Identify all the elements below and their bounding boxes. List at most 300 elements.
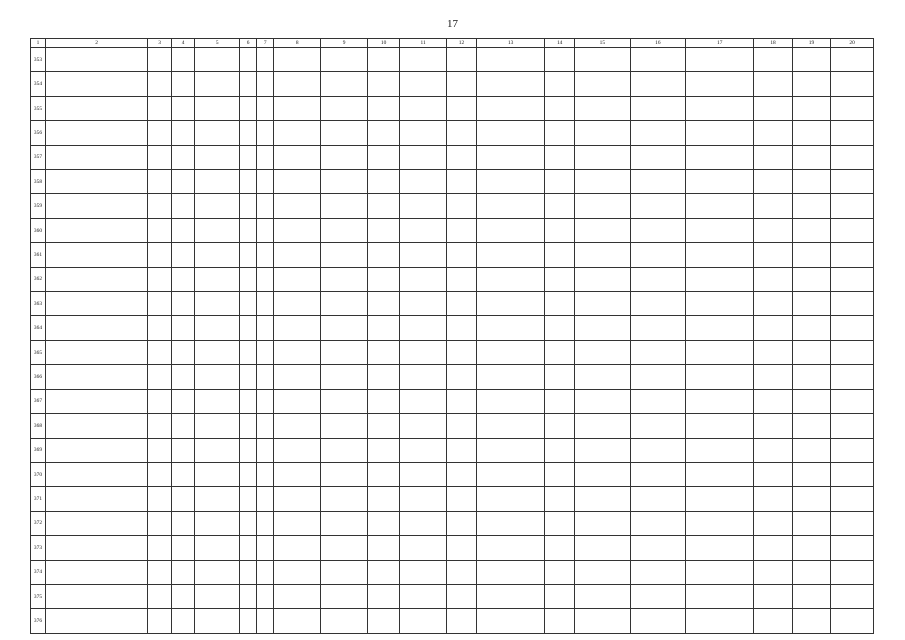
column-number: 17 xyxy=(686,39,754,48)
value-cell xyxy=(171,340,194,364)
value-cell xyxy=(630,267,685,291)
value-cell xyxy=(831,243,874,267)
value-cell xyxy=(400,560,447,584)
value-cell xyxy=(321,462,368,486)
value-cell xyxy=(274,243,321,267)
value-cell xyxy=(240,511,257,535)
value-cell xyxy=(476,145,544,169)
value-cell xyxy=(792,72,830,96)
value-cell xyxy=(240,340,257,364)
table-row xyxy=(31,438,874,462)
value-cell xyxy=(686,609,754,634)
housing-registry-table xyxy=(30,38,874,634)
value-cell xyxy=(447,389,477,413)
value-cell xyxy=(831,389,874,413)
value-cell xyxy=(400,267,447,291)
value-cell xyxy=(754,511,792,535)
value-cell xyxy=(447,72,477,96)
value-cell xyxy=(630,511,685,535)
value-cell xyxy=(575,340,630,364)
value-cell xyxy=(792,170,830,194)
row-number: 364 xyxy=(31,316,46,340)
value-cell xyxy=(400,389,447,413)
value-cell xyxy=(545,145,575,169)
value-cell xyxy=(792,292,830,316)
value-cell xyxy=(792,487,830,511)
address-cell xyxy=(45,121,147,145)
value-cell xyxy=(240,267,257,291)
value-cell xyxy=(195,414,240,438)
value-cell xyxy=(575,170,630,194)
value-cell xyxy=(831,194,874,218)
row-number: 367 xyxy=(31,389,46,413)
value-cell xyxy=(257,72,274,96)
column-number: 16 xyxy=(630,39,685,48)
value-cell xyxy=(754,145,792,169)
value-cell xyxy=(447,340,477,364)
column-number: 9 xyxy=(321,39,368,48)
value-cell xyxy=(630,96,685,120)
value-cell xyxy=(368,560,400,584)
value-cell xyxy=(545,511,575,535)
address-cell xyxy=(45,438,147,462)
value-cell xyxy=(545,121,575,145)
value-cell xyxy=(575,121,630,145)
value-cell xyxy=(257,438,274,462)
value-cell xyxy=(575,462,630,486)
value-cell xyxy=(274,292,321,316)
value-cell xyxy=(257,584,274,608)
value-cell xyxy=(630,145,685,169)
value-cell xyxy=(754,194,792,218)
value-cell xyxy=(321,438,368,462)
value-cell xyxy=(321,316,368,340)
row-number: 359 xyxy=(31,194,46,218)
value-cell xyxy=(368,72,400,96)
value-cell xyxy=(257,340,274,364)
table-row xyxy=(31,609,874,634)
value-cell xyxy=(575,487,630,511)
column-number: 12 xyxy=(447,39,477,48)
value-cell xyxy=(274,389,321,413)
value-cell xyxy=(368,365,400,389)
value-cell xyxy=(575,72,630,96)
value-cell xyxy=(754,121,792,145)
value-cell xyxy=(630,389,685,413)
value-cell xyxy=(754,584,792,608)
value-cell xyxy=(447,48,477,72)
column-number: 2 xyxy=(45,39,147,48)
value-cell xyxy=(257,462,274,486)
value-cell xyxy=(831,292,874,316)
value-cell xyxy=(368,243,400,267)
value-cell xyxy=(476,194,544,218)
value-cell xyxy=(754,316,792,340)
value-cell xyxy=(686,145,754,169)
value-cell xyxy=(754,487,792,511)
value-cell xyxy=(321,48,368,72)
value-cell xyxy=(575,48,630,72)
value-cell xyxy=(831,218,874,242)
value-cell xyxy=(754,536,792,560)
value-cell xyxy=(400,194,447,218)
value-cell xyxy=(400,72,447,96)
value-cell xyxy=(630,365,685,389)
value-cell xyxy=(195,170,240,194)
value-cell xyxy=(321,340,368,364)
value-cell xyxy=(575,96,630,120)
value-cell xyxy=(447,218,477,242)
value-cell xyxy=(148,560,171,584)
row-number: 363 xyxy=(31,292,46,316)
value-cell xyxy=(476,609,544,634)
value-cell xyxy=(630,560,685,584)
value-cell xyxy=(274,145,321,169)
value-cell xyxy=(545,584,575,608)
value-cell xyxy=(545,170,575,194)
address-cell xyxy=(45,267,147,291)
value-cell xyxy=(792,218,830,242)
value-cell xyxy=(447,438,477,462)
value-cell xyxy=(368,609,400,634)
value-cell xyxy=(831,121,874,145)
row-number: 370 xyxy=(31,462,46,486)
value-cell xyxy=(476,48,544,72)
column-number: 19 xyxy=(792,39,830,48)
value-cell xyxy=(321,267,368,291)
value-cell xyxy=(400,487,447,511)
address-cell xyxy=(45,536,147,560)
value-cell xyxy=(148,462,171,486)
address-cell xyxy=(45,365,147,389)
value-cell xyxy=(257,170,274,194)
row-number: 365 xyxy=(31,340,46,364)
value-cell xyxy=(754,243,792,267)
value-cell xyxy=(754,96,792,120)
value-cell xyxy=(686,365,754,389)
value-cell xyxy=(476,584,544,608)
value-cell xyxy=(171,462,194,486)
value-cell xyxy=(195,340,240,364)
value-cell xyxy=(195,292,240,316)
value-cell xyxy=(792,121,830,145)
value-cell xyxy=(447,316,477,340)
value-cell xyxy=(240,365,257,389)
value-cell xyxy=(257,536,274,560)
address-cell xyxy=(45,145,147,169)
value-cell xyxy=(831,511,874,535)
address-cell xyxy=(45,584,147,608)
column-number: 8 xyxy=(274,39,321,48)
value-cell xyxy=(545,292,575,316)
value-cell xyxy=(171,170,194,194)
value-cell xyxy=(368,511,400,535)
value-cell xyxy=(148,536,171,560)
value-cell xyxy=(545,267,575,291)
value-cell xyxy=(195,487,240,511)
value-cell xyxy=(195,609,240,634)
value-cell xyxy=(476,316,544,340)
table-row xyxy=(31,292,874,316)
value-cell xyxy=(754,292,792,316)
value-cell xyxy=(831,267,874,291)
value-cell xyxy=(575,292,630,316)
value-cell xyxy=(274,609,321,634)
address-cell xyxy=(45,511,147,535)
value-cell xyxy=(447,536,477,560)
value-cell xyxy=(368,194,400,218)
value-cell xyxy=(575,560,630,584)
value-cell xyxy=(792,96,830,120)
value-cell xyxy=(447,414,477,438)
value-cell xyxy=(686,48,754,72)
value-cell xyxy=(792,243,830,267)
value-cell xyxy=(368,438,400,462)
value-cell xyxy=(400,316,447,340)
address-cell xyxy=(45,96,147,120)
value-cell xyxy=(274,560,321,584)
address-cell xyxy=(45,340,147,364)
value-cell xyxy=(171,365,194,389)
value-cell xyxy=(274,316,321,340)
value-cell xyxy=(274,536,321,560)
row-number: 368 xyxy=(31,414,46,438)
table-row xyxy=(31,72,874,96)
value-cell xyxy=(195,48,240,72)
value-cell xyxy=(400,96,447,120)
value-cell xyxy=(368,218,400,242)
value-cell xyxy=(400,365,447,389)
value-cell xyxy=(792,267,830,291)
value-cell xyxy=(148,96,171,120)
row-number: 358 xyxy=(31,170,46,194)
value-cell xyxy=(476,560,544,584)
value-cell xyxy=(447,487,477,511)
column-number: 5 xyxy=(195,39,240,48)
row-number: 376 xyxy=(31,609,46,634)
value-cell xyxy=(240,72,257,96)
value-cell xyxy=(148,609,171,634)
value-cell xyxy=(575,218,630,242)
value-cell xyxy=(171,145,194,169)
value-cell xyxy=(447,96,477,120)
column-number: 11 xyxy=(400,39,447,48)
value-cell xyxy=(686,316,754,340)
table-row xyxy=(31,462,874,486)
value-cell xyxy=(195,243,240,267)
value-cell xyxy=(171,414,194,438)
value-cell xyxy=(831,560,874,584)
value-cell xyxy=(400,462,447,486)
value-cell xyxy=(686,511,754,535)
value-cell xyxy=(171,560,194,584)
value-cell xyxy=(447,584,477,608)
value-cell xyxy=(831,316,874,340)
column-number: 4 xyxy=(171,39,194,48)
table-row xyxy=(31,414,874,438)
value-cell xyxy=(447,511,477,535)
value-cell xyxy=(754,462,792,486)
value-cell xyxy=(575,365,630,389)
value-cell xyxy=(257,389,274,413)
value-cell xyxy=(171,267,194,291)
value-cell xyxy=(257,243,274,267)
value-cell xyxy=(792,438,830,462)
value-cell xyxy=(754,48,792,72)
value-cell xyxy=(148,170,171,194)
value-cell xyxy=(195,462,240,486)
value-cell xyxy=(148,389,171,413)
value-cell xyxy=(575,389,630,413)
table-row xyxy=(31,316,874,340)
value-cell xyxy=(754,267,792,291)
table-row xyxy=(31,340,874,364)
value-cell xyxy=(545,340,575,364)
value-cell xyxy=(240,96,257,120)
value-cell xyxy=(240,243,257,267)
value-cell xyxy=(257,511,274,535)
value-cell xyxy=(257,48,274,72)
address-cell xyxy=(45,462,147,486)
value-cell xyxy=(447,560,477,584)
value-cell xyxy=(545,218,575,242)
value-cell xyxy=(368,536,400,560)
value-cell xyxy=(792,462,830,486)
value-cell xyxy=(447,243,477,267)
value-cell xyxy=(195,511,240,535)
value-cell xyxy=(195,72,240,96)
value-cell xyxy=(368,121,400,145)
value-cell xyxy=(792,365,830,389)
value-cell xyxy=(400,170,447,194)
value-cell xyxy=(321,389,368,413)
value-cell xyxy=(686,121,754,145)
value-cell xyxy=(831,536,874,560)
value-cell xyxy=(148,145,171,169)
value-cell xyxy=(148,72,171,96)
value-cell xyxy=(545,536,575,560)
value-cell xyxy=(321,414,368,438)
address-cell xyxy=(45,487,147,511)
value-cell xyxy=(171,72,194,96)
value-cell xyxy=(274,121,321,145)
value-cell xyxy=(575,536,630,560)
value-cell xyxy=(195,267,240,291)
value-cell xyxy=(792,145,830,169)
value-cell xyxy=(400,340,447,364)
value-cell xyxy=(321,584,368,608)
value-cell xyxy=(321,121,368,145)
table-row xyxy=(31,243,874,267)
value-cell xyxy=(447,267,477,291)
value-cell xyxy=(240,48,257,72)
value-cell xyxy=(476,438,544,462)
value-cell xyxy=(171,389,194,413)
column-number: 3 xyxy=(148,39,171,48)
value-cell xyxy=(630,414,685,438)
row-number: 366 xyxy=(31,365,46,389)
value-cell xyxy=(686,414,754,438)
value-cell xyxy=(447,292,477,316)
value-cell xyxy=(171,48,194,72)
value-cell xyxy=(545,438,575,462)
value-cell xyxy=(368,96,400,120)
value-cell xyxy=(447,462,477,486)
value-cell xyxy=(240,487,257,511)
value-cell xyxy=(368,145,400,169)
value-cell xyxy=(545,72,575,96)
value-cell xyxy=(630,536,685,560)
column-number-row xyxy=(31,39,874,48)
value-cell xyxy=(447,194,477,218)
value-cell xyxy=(686,389,754,413)
value-cell xyxy=(171,121,194,145)
value-cell xyxy=(476,340,544,364)
table-row xyxy=(31,145,874,169)
value-cell xyxy=(792,48,830,72)
table-row xyxy=(31,511,874,535)
value-cell xyxy=(754,72,792,96)
column-number: 7 xyxy=(257,39,274,48)
value-cell xyxy=(831,584,874,608)
value-cell xyxy=(321,365,368,389)
value-cell xyxy=(686,218,754,242)
value-cell xyxy=(754,389,792,413)
value-cell xyxy=(148,414,171,438)
address-cell xyxy=(45,414,147,438)
value-cell xyxy=(686,536,754,560)
row-number: 357 xyxy=(31,145,46,169)
value-cell xyxy=(171,316,194,340)
value-cell xyxy=(686,267,754,291)
value-cell xyxy=(240,121,257,145)
value-cell xyxy=(545,48,575,72)
value-cell xyxy=(195,145,240,169)
value-cell xyxy=(195,536,240,560)
value-cell xyxy=(754,609,792,634)
value-cell xyxy=(400,218,447,242)
value-cell xyxy=(630,609,685,634)
column-number: 14 xyxy=(545,39,575,48)
value-cell xyxy=(368,414,400,438)
value-cell xyxy=(240,194,257,218)
value-cell xyxy=(368,316,400,340)
row-number: 356 xyxy=(31,121,46,145)
value-cell xyxy=(545,487,575,511)
column-number: 6 xyxy=(240,39,257,48)
value-cell xyxy=(476,121,544,145)
value-cell xyxy=(447,121,477,145)
value-cell xyxy=(257,365,274,389)
value-cell xyxy=(171,536,194,560)
value-cell xyxy=(240,560,257,584)
value-cell xyxy=(630,243,685,267)
value-cell xyxy=(400,48,447,72)
value-cell xyxy=(686,96,754,120)
table-row xyxy=(31,487,874,511)
column-number: 1 xyxy=(31,39,46,48)
value-cell xyxy=(476,292,544,316)
value-cell xyxy=(792,511,830,535)
value-cell xyxy=(148,487,171,511)
value-cell xyxy=(630,194,685,218)
value-cell xyxy=(195,438,240,462)
value-cell xyxy=(257,316,274,340)
value-cell xyxy=(792,316,830,340)
table-row xyxy=(31,96,874,120)
value-cell xyxy=(831,487,874,511)
value-cell xyxy=(400,121,447,145)
